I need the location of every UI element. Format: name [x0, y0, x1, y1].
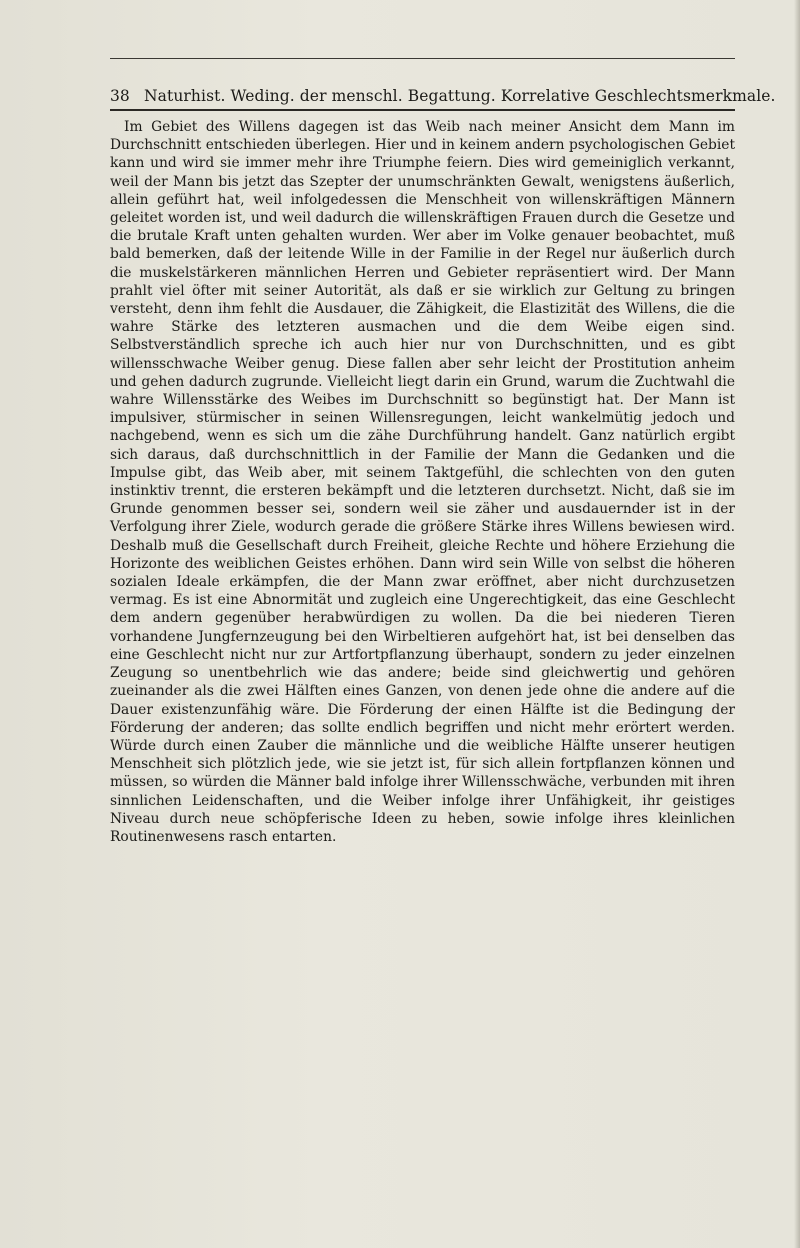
running-title: Naturhist. Weding. der menschl. Begattung. Korrelative Geschlechtsmerkmale. — [144, 87, 776, 105]
header-rule — [110, 109, 735, 111]
main-text — [110, 118, 735, 846]
top-rule — [110, 58, 735, 59]
paragraph: Im Gebiet des Willens dagegen ist das Weib nach meiner Ansicht dem Mann im Durchschnitt entschieden überlegen. Hier und in keinem andern psychologischen Gebiet kann und wird sie immer mehr ihre Triumphe feiern. Dies wird gemeiniglich verkannt, weil der Mann bis jetzt das Szepter der unumschränkten Gewalt, wenigstens äußerlich, allein geführt hat, weil infolgedessen die Menschheit von willenskräftigen Männern geleitet worden ist, und weil dadurch die willenskräftigen Frauen durch die Gesetze und die brutale Kraft unten gehalten wurden. Wer aber im Volke genauer beobachtet, muß bald bemerken, daß der leitende Wille in der Familie in der Regel nur äußerlich durch die muskelstärkeren männlichen Herren und Gebieter repräsentiert wird. Der Mann prahlt viel öfter mit seiner Autorität, als daß er sie wirklich zur Geltung zu bringen versteht, denn ihm fehlt die Ausdauer, die Zähigkeit, die Elastizität des Willens, die die wahre Stärke des letzteren ausmachen und die dem Weibe eigen sind. Selbstverständlich spreche ich auch hier nur von Durchschnitten, und es gibt willensschwache Weiber genug. Diese fallen aber sehr leicht der Prostitution anheim und gehen dadurch zugrunde. Vielleicht liegt darin ein Grund, warum die Zuchtwahl die wahre Willensstärke des Weibes im Durchschnitt so begünstigt hat. Der Mann ist impulsiver, stürmischer in seinen Willensregungen, leicht wankelmütig jedoch und nachgebend, wenn es sich um die zähe Durchführung handelt. Ganz natürlich ergibt sich daraus, daß durchschnittlich in der Familie der Mann die Gedanken und die Impulse gibt, das Weib aber, mit seinem Taktgefühl, die schlechten von den guten instinktiv trennt, die ersteren bekämpft und die letzteren durchsetzt. Nicht, daß sie im Grunde genommen besser sei, sondern weil sie zäher und ausdauernder ist in der Verfolgung ihrer Ziele, wodurch gerade die größere Stärke ihres Willens bewiesen wird. Deshalb muß die Gesellschaft durch Freiheit, gleiche Rechte und höhere Erziehung die Horizonte des weiblichen Geistes erhöhen. Dann wird sein Wille von selbst die höheren sozialen Ideale erkämpfen, die der Mann zwar eröffnet, aber nicht durchzusetzen vermag. Es ist eine Abnormität und zugleich eine Ungerechtigkeit, das eine Geschlecht dem andern gegenüber herabwürdigen zu wollen. Da die bei niederen Tieren vorhandene Jungfernzeugung bei den Wirbeltieren aufgehört hat, ist bei denselben das eine Geschlecht nicht nur zur Artfortpflanzung überhaupt, sondern zu jeder einzelnen Zeugung so unentbehrlich wie das andere; beide sind gleichwertig und gehören zueinander als die zwei Hälften eines Ganzen, von denen jede ohne die andere auf die Dauer existenzunfähig wäre. Die Förderung der einen Hälfte ist die Bedingung der Förderung der anderen; das sollte endlich begriffen und nicht mehr erörtert werden. Würde durch einen Zauber die männliche und die weibliche Hälfte unserer heutigen Menschheit sich plötzlich jede, wie sie jetzt ist, für sich allein fortpflanzen können und müssen, so würden die Männer bald infolge ihrer Willensschwäche, verbunden mit ihren sinnlichen Leidenschaften, und die Weiber infolge ihrer Unfähigkeit, ihr geistiges Niveau durch neue schöpferische Ideen zu heben, sowie infolge ihres kleinlichen Routinenwesens rasch entarten. — [110, 119, 735, 845]
running-header — [110, 87, 776, 109]
page-edge-shadow — [794, 0, 800, 1248]
page-number: 38 — [110, 87, 130, 105]
